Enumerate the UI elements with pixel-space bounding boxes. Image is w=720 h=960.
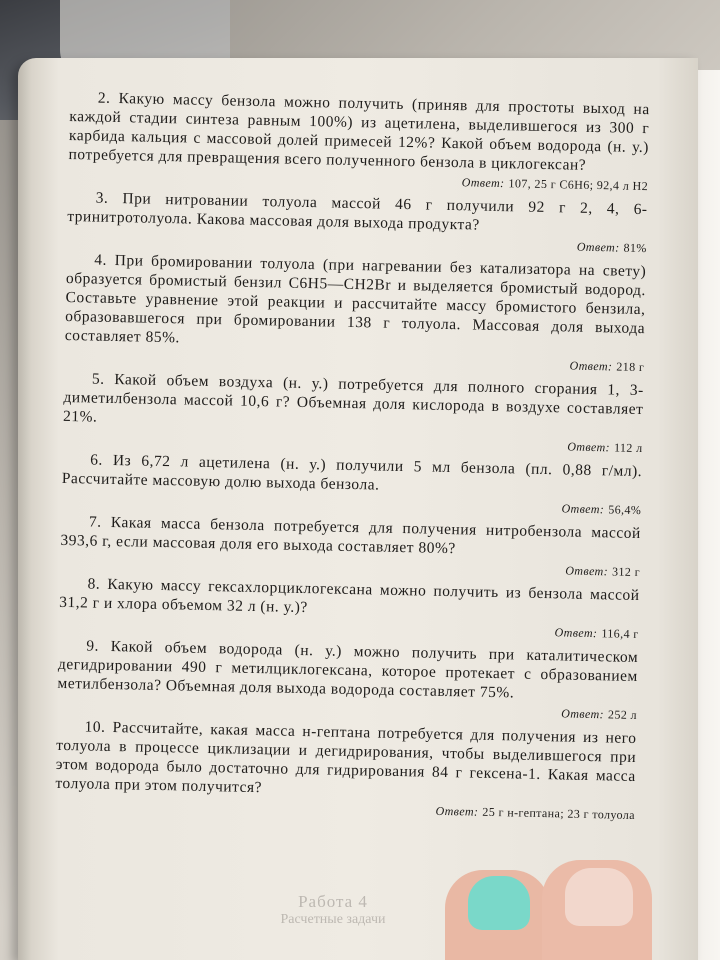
- page-content: [52, 88, 650, 960]
- problem-text: 6. Из 6,72 л ацетилена (н. у.) получили 5 мл бензола (пл. 0,88 г/мл). Рассчитайте массовую долю выхода бензола.: [61, 451, 643, 494]
- answer-value: 112 л: [613, 440, 643, 456]
- book-page: [18, 58, 698, 960]
- problem-2: [68, 88, 649, 176]
- problem-text: 5. Какой объем воздуха (н. у.) потребуется для полного сгорания 1, 3-диметилбензола массой 10,6 г? Объемная доля кислорода в воздухе составляет 21%.: [62, 370, 644, 426]
- answer-value: 252 л: [607, 707, 638, 723]
- answer-value: 116,4 г: [601, 626, 639, 642]
- problem-text: 2. Какую массу бензола можно получить (приняв для простоты выход на каждой стадии синтеза равным 100%) из ацетилена, выделившегося из 300 г карбида кальция с массовой долей примесей 12%? Какой объем водорода (н. у.) потребуется для превращения всего полученного бензола в циклогексан?: [68, 89, 650, 174]
- problem-text: 9. Какой объем водорода (н. у.) можно получить при каталитическом дегидрировании 490 г метилциклогексана, которое протекает с образованием метилбензола? Объемная доля выхода водорода составляет 75%.: [57, 637, 639, 702]
- answer-value: 56,4%: [608, 502, 642, 518]
- problem-text: 10. Рассчитайте, какая масса н-гептана потребуется для получения из него толуола в процессе циклизации и дегидрирования, чтобы выделившегося при этом водорода было достаточно для гидрирования 84 г гексена-1. Какая масса толуола при этом получится?: [55, 718, 637, 797]
- teal-nail: [468, 876, 530, 930]
- pink-nail: [565, 868, 633, 926]
- answer-value: 312 г: [611, 564, 641, 580]
- problem-5: [63, 369, 644, 438]
- answer-label: Ответ:: [554, 625, 598, 641]
- problem-text: 4. При бромировании толуола (при нагревании без катализатора на свету) образуется бромистый бензил C6H5—CH2Br и выделяется бромистый водород. Составьте уравнение этой реакции и рассчитайте массу бромистого бензила, образовавшегося при бромировании 138 г толуола. Массовая доля выхода составляет 85%.: [64, 251, 647, 347]
- show-through-subheading: Расчетные задачи: [280, 912, 386, 927]
- answer-label: Ответ:: [461, 175, 505, 191]
- problem-10: [55, 717, 636, 805]
- answer-label: Ответ:: [435, 803, 479, 819]
- problem-text: 8. Какую массу гексахлорциклогексана можно получить из бензола массой 31,2 г и хлора объемом 32 л (н. у.)?: [59, 575, 640, 617]
- hand: [430, 840, 700, 960]
- answer-label: Ответ:: [565, 563, 609, 579]
- answer-value: 81%: [623, 240, 647, 256]
- answer-label: Ответ:: [567, 439, 611, 455]
- answer-value: 218 г: [616, 359, 645, 375]
- answer-label: Ответ:: [561, 706, 605, 722]
- answer-label: Ответ:: [576, 239, 620, 255]
- answer-value: 25 г н-гептана; 23 г толуола: [482, 804, 636, 822]
- problem-text: 3. При нитровании толуола массой 46 г получили 92 г 2, 4, 6-тринитротолуола. Какова массовая доля выхода продукта?: [67, 189, 648, 234]
- answer-label: Ответ:: [569, 358, 613, 374]
- answer-label: Ответ:: [561, 501, 605, 517]
- problem-4: [65, 250, 647, 357]
- show-through-heading: Работа 4: [298, 892, 368, 911]
- answer-value: 107, 25 г C6H6; 92,4 л H2: [508, 176, 649, 194]
- problem-9: [57, 636, 638, 705]
- problem-text: 7. Какая масса бензола потребуется для получения нитробензола массой 393,6 г, если массовая доля его выхода составляет 80%?: [60, 513, 641, 558]
